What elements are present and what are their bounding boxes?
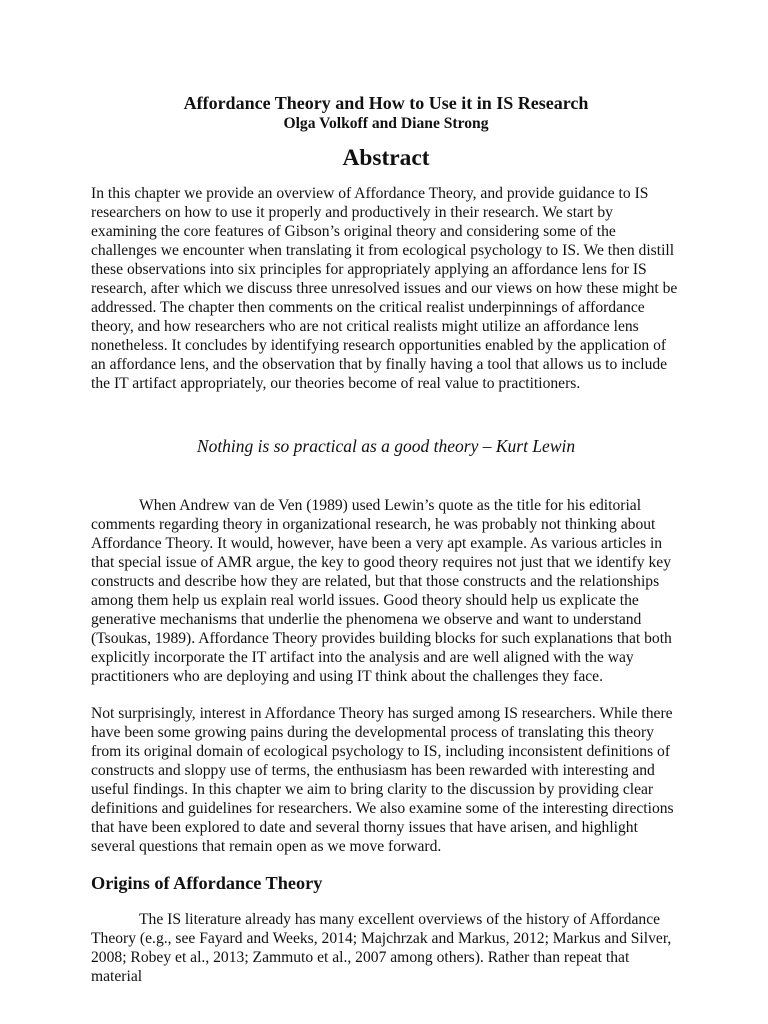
abstract-heading: Abstract [342,145,430,171]
epigraph-quote: Nothing is so practical as a good theory – Kurt Lewin [196,436,576,456]
document-page [91,92,681,986]
section-heading: Origins of Affordance Theory [91,873,323,893]
body-paragraph: The IS literature already has many excellent overviews of the history of Affordance Theory (e.g., see Fayard and Weeks, 2014; Majchrzak and Markus, 2012; Markus and Silver, 2008; Robey et al., 2013; Zammuto et al., 2007 among others). Rather than repeat that material [91,911,672,985]
abstract-text: In this chapter we provide an overview of Affordance Theory, and provide guidance to IS researchers on how to use it properly and productively in their research. We start by examining the core features of Gibson’s original theory and considering some of the challenges we encounter when translating it from ecological psychology to IS. We then distill these observations into six principles for appropriately applying an affordance lens for IS research, after which we discuss three unresolved issues and our views on how these might be addressed. The chapter then comments on the critical realist underpinnings of affordance theory, and how researchers who are not critical realists might utilize an affordance lens nonetheless. It concludes by identifying research opportunities enabled by the application of an affordance lens, and the observation that by finally having a tool that allows us to include the IT artifact appropriately, our theories become of real value to practitioners. [91,185,678,392]
paper-title: Affordance Theory and How to Use it in IS Research [183,93,589,113]
body-paragraph: Not surprisingly, interest in Affordance Theory has surged among IS researchers. While there have been some growing pains during the developmental process of translating this theory from its original domain of ecological psychology to IS, including inconsistent definitions of constructs and sloppy use of terms, the enthusiasm has been rewarded with interesting and useful findings. In this chapter we aim to bring clarity to the discussion by providing clear definitions and guidelines for researchers. We also examine some of the interesting directions that have been explored to date and several thorny issues that have arisen, and highlight several questions that remain open as we move forward. [91,705,674,855]
body-paragraph: When Andrew van de Ven (1989) used Lewin’s quote as the title for his editorial comments regarding theory in organizational research, he was probably not thinking about Affordance Theory. It would, however, have been a very apt example. As various articles in that special issue of AMR argue, the key to good theory requires not just that we identify key constructs and describe how they are related, but that those constructs and the relationships among them help us explain real world issues. Good theory should help us explicate the generative mechanisms that underlie the phenomena we observe and want to understand (Tsoukas, 1989). Affordance Theory provides building blocks for such explanations that both explicitly incorporate the IT artifact into the analysis and are well aligned with the way practitioners who are deploying and using IT think about the challenges they face. [91,497,672,685]
paper-authors: Olga Volkoff and Diane Strong [283,115,489,132]
